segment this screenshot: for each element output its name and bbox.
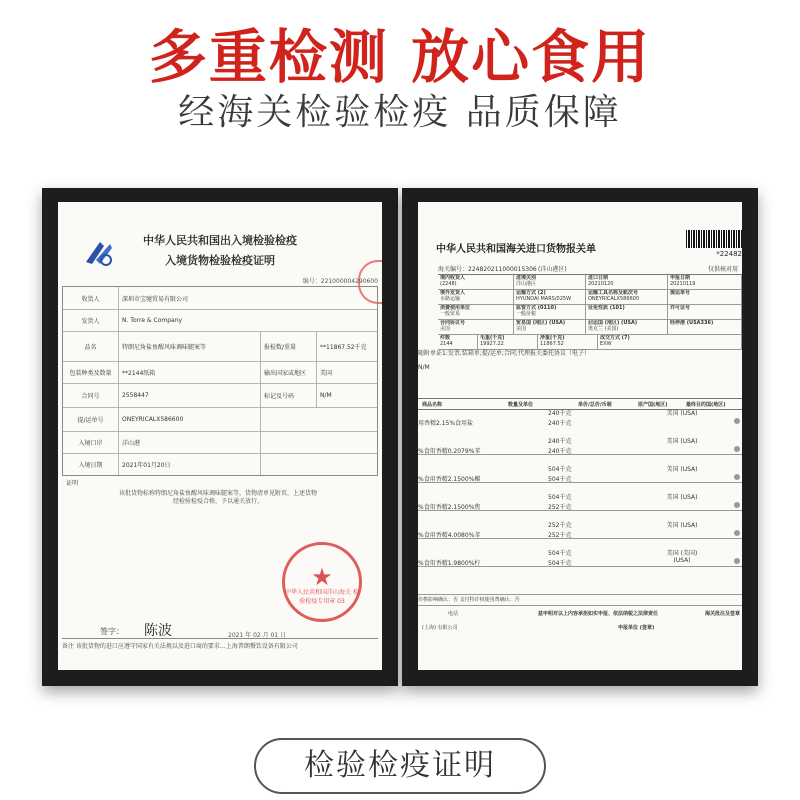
port: (洋山港区): [538, 266, 567, 273]
goods-name: %食用香精0.2079%苯: [418, 448, 481, 455]
customs-frame: [402, 188, 758, 686]
dot-icon: [734, 446, 740, 452]
goods-qty: 252千克: [548, 504, 572, 511]
documents-line: 随附单证1:发票;装箱单;提/运单;合同;代理报关委托协议（电子）: [418, 350, 590, 357]
goods-header-price: 单价/总价/币制: [578, 402, 612, 408]
grid-cell: 消费使用单位 一般贸易: [438, 305, 514, 319]
signature: 陈波: [144, 623, 172, 639]
declaration-footer: [418, 608, 742, 638]
goods-qty: 504千克: [548, 466, 572, 473]
row-value: 深圳市宝驰贸易有限公司: [122, 295, 189, 303]
goods-name: 用香精2.15%食用盐: [418, 420, 474, 427]
grid-cell: 进口日期 20210120: [586, 275, 668, 289]
row-value: ONEYRICALX586600: [119, 407, 261, 431]
dot-icon: [734, 474, 740, 480]
table-row: [63, 407, 377, 432]
goods-qty: 240千克: [548, 448, 572, 455]
row-label: 报检数/重量: [261, 331, 317, 361]
table-row: [438, 320, 742, 335]
goods-qty: 504千克: [548, 476, 572, 483]
declarant-name: (上海) 有限公司: [422, 625, 458, 631]
grid-cell: 合同协议号 美国: [438, 320, 514, 334]
grid-cell: 许可证号: [668, 305, 742, 319]
barcode-icon: [686, 230, 742, 248]
certificate-table: [62, 286, 378, 476]
goods-header-origin: 原产国(地区): [638, 402, 668, 408]
goods-qty: 252千克: [548, 522, 572, 529]
table-row: [63, 383, 377, 408]
row-value: **2144纸箱: [119, 361, 261, 383]
certificate-subtitle: 入境货物检验检疫证明: [165, 254, 275, 267]
grid-cell: 境内收货人 (2248): [438, 275, 514, 289]
seal-text: 中华人民共和国洋山海关 检验检疫专用章 03: [285, 589, 359, 605]
form-note: 仅供核对用: [707, 266, 738, 273]
row-label: 发货人: [63, 309, 119, 331]
goods-origin: 美国 (USA): [666, 410, 698, 417]
marks-line: N/M: [418, 364, 430, 371]
customs-endorsement-label: 海关批注及签章: [704, 611, 740, 617]
barcode-number: *22482: [716, 250, 742, 258]
goods-qty: 240千克: [548, 410, 572, 417]
goods-qty: 240千克: [548, 420, 572, 427]
table-row: [438, 290, 742, 305]
table-row: [63, 287, 377, 310]
goods-header-qty: 数量及单位: [508, 402, 534, 408]
goods-qty: 504千克: [548, 560, 572, 567]
tax-confirmation: 价格影响确认：否 支付特许权使用费确认：否: [418, 596, 742, 606]
grid-cell: 提运单号: [668, 290, 742, 304]
goods-qty: 504千克: [548, 494, 572, 501]
customs-title: 中华人民共和国海关进口货物报关单: [436, 244, 596, 255]
goods-qty: 240千克: [548, 438, 572, 445]
row-label: 入境口岸: [63, 431, 119, 453]
remark-label: 证明: [66, 480, 79, 487]
table-row: [438, 275, 742, 290]
grid-cell: 件数 2144: [438, 335, 478, 349]
grid-cell: 境外发货人 水路运输: [438, 290, 514, 304]
star-icon: ★: [311, 563, 333, 591]
grid-cell: 监管方式 (0110) 一般征税: [514, 305, 586, 319]
row-value: 2558447: [119, 383, 261, 407]
phone-label: 电话: [448, 611, 459, 617]
certificate-title: 中华人民共和国出入境检验检疫: [143, 234, 297, 247]
grid-cell: 成交方式 (7) EXW: [598, 335, 742, 349]
goods-qty: 504千克: [548, 550, 572, 557]
goods-qty: 252千克: [548, 532, 572, 539]
remark-text: 该批货物标称特朗尼角盐鱼醒风味调味腿案等，货物清单见附页，上述货物经检验检疫合格，予以通关放行。: [118, 490, 317, 505]
grid-cell: 征免性质 (101): [586, 305, 668, 319]
goods-origin: 美国 (USA): [666, 494, 698, 501]
declaration-statement: 兹申明对以上内容承担如实申报、依法纳税之法律责任: [538, 611, 659, 617]
row-label: 提/运单号: [63, 407, 119, 431]
row-label: 合同号: [63, 383, 119, 407]
headline: 多重检测 放心食用: [148, 23, 652, 91]
grid-cell: 净重(千克) 11867.52: [538, 335, 598, 349]
row-value: 美国: [320, 369, 333, 377]
declaring-unit-label: 申报单位 (签章): [618, 625, 655, 631]
goods-origin: 美国 (USA): [666, 522, 698, 529]
row-label: 标记及号码: [261, 383, 317, 407]
table-row: [63, 361, 377, 384]
grid-cell: 经停港 (USA336): [668, 320, 742, 334]
table-row: [63, 309, 377, 332]
dot-icon: [734, 558, 740, 564]
certificate-frame: [42, 188, 398, 686]
goods-name: %食用香精1.9800%柠: [418, 560, 481, 567]
customs-paper: [418, 202, 742, 670]
grid-cell: 运输工具名称及航次号 ONEYRICALX586600: [586, 290, 668, 304]
official-seal: [282, 542, 362, 622]
subline: 经海关检验检疫 品质保障: [178, 92, 622, 133]
table-row: [438, 305, 742, 320]
row-value: 洋山港: [119, 431, 261, 453]
table-row: [63, 431, 377, 454]
goods-origin: 美国 (USA): [666, 466, 698, 473]
goods-name: %食用香精4.0080%苯: [418, 532, 481, 539]
declaration-grid: [438, 274, 742, 350]
row-label: 输出国家或地区: [261, 361, 317, 383]
goods-row: [418, 548, 742, 595]
goods-name: %食用香精2.1500%椰: [418, 476, 481, 483]
goods-header-name: 商品名称: [422, 402, 443, 408]
grid-cell: 进境关别 洋山港区: [514, 275, 586, 289]
caption-pill: 检验检疫证明: [254, 738, 546, 794]
grid-cell: 启运国 (地区) (USA) 奥克兰 (美国): [586, 320, 668, 334]
row-label: 收货人: [63, 287, 119, 309]
row-value: 2021年01月20日: [119, 453, 261, 475]
dot-icon: [734, 502, 740, 508]
table-row: [63, 453, 377, 475]
row-label: 包装种类及数量: [63, 361, 119, 383]
grid-cell: 申报日期 20210119: [668, 275, 742, 289]
signature-date: 2021 年 02 月 01 日: [228, 632, 287, 639]
row-value: **11867.52千克: [320, 343, 367, 351]
certificate-footer: 备注 该批货物的进口应遵守国家有关法规以及进口商的要求…上海普朗餐饮设备有限公司: [62, 638, 378, 650]
goods-header-dest: 最终目的国(地区): [686, 402, 726, 408]
goods-name: %食用香精2.1500%焦: [418, 504, 481, 511]
certificate-paper: [58, 202, 382, 670]
grid-cell: 毛重(千克) 19927.22: [478, 335, 538, 349]
declaration-number: 海关编号：224820211000015306: [438, 266, 537, 273]
row-value: N/M: [320, 391, 332, 399]
certificate-number: 编号：221000004290600: [302, 278, 378, 285]
row-label: 入境日期: [63, 453, 119, 475]
table-row: [63, 331, 377, 362]
signature-label: 签字：: [100, 627, 124, 636]
grid-cell: 运输方式 (2) HYUNDAI MARS/025W: [514, 290, 586, 304]
row-value: 特朗尼角盐鱼醒风味调味腿案等: [119, 331, 261, 361]
dot-icon: [734, 530, 740, 536]
row-label: 品名: [63, 331, 119, 361]
row-value: N. Torre & Company: [122, 316, 183, 324]
dot-icon: [734, 418, 740, 424]
goods-origin: 美国 (美国) (USA): [666, 550, 698, 564]
goods-origin: 美国 (USA): [666, 438, 698, 445]
grid-cell: 贸易国 (地区) (USA) 美国: [514, 320, 586, 334]
